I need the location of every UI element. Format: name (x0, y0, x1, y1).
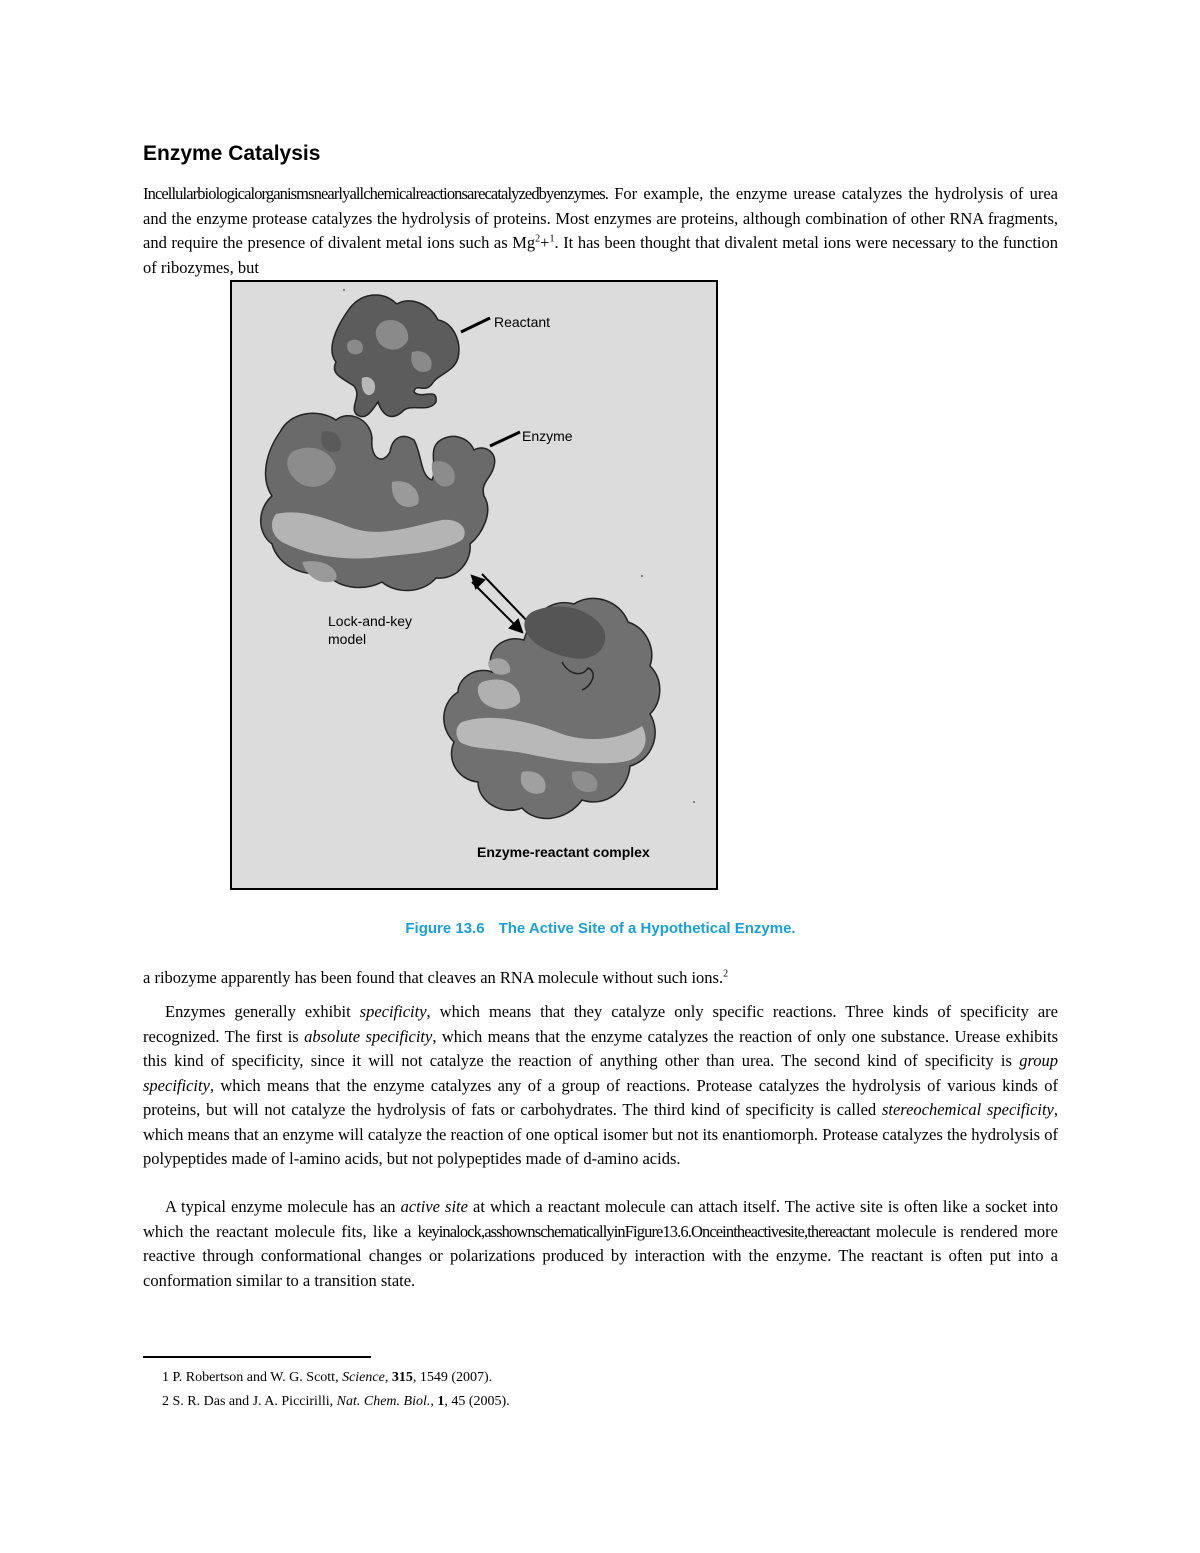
term-specificity: specificity (359, 1002, 427, 1021)
footnote-2-number: 2 (162, 1394, 169, 1409)
intro-text-a: For example, the enzyme urease catalyzes the hydrolysis of urea and the enzyme protease catalyzes the hydrolysis of proteins. Most enzymes are proteins, although combination of other RNA fragments, and require the presence of divalent metal ions such as Mg (143, 184, 1058, 252)
mg-charge-superscript: 2 (535, 233, 541, 245)
footnote-1-number: 1 (162, 1370, 169, 1385)
specificity-text-1: Enzymes generally exhibit (165, 1002, 360, 1021)
label-model-line2: model (328, 631, 367, 647)
footnote-2-authors: S. R. Das and J. A. Piccirilli, (172, 1394, 337, 1409)
active-site-text-3: molecule is rendered more reactive through conformational changes or polarizations produced by interaction with the enzyme. The reactant is often put into a conformation similar to a transition state. (143, 1221, 1058, 1290)
specificity-text-2: , which means that they catalyze only specific reactions. Three kinds of specificity are recognized. The first is (143, 1002, 1058, 1046)
footnote-divider (143, 1356, 371, 1358)
label-model-line1: Lock-and-key (328, 613, 413, 629)
section-title: Enzyme Catalysis (143, 142, 321, 165)
footnote-1 (162, 1370, 492, 1386)
footnote-2-rest: , 45 (2005). (444, 1394, 510, 1409)
caption-title: The Active Site of a Hypothetical Enzyme. (498, 920, 796, 937)
enzyme-illustration (232, 282, 716, 888)
figure-caption (143, 920, 1058, 937)
complex-molecule (444, 598, 660, 818)
footnote-ref-1[interactable]: 1 (549, 233, 555, 245)
term-group-specificity: group specificity (143, 1051, 1058, 1095)
footnote-2-separator: , (430, 1394, 438, 1409)
label-model (328, 612, 412, 648)
intro-text-b: + (540, 233, 550, 252)
footnote-2-volume: 1 (437, 1394, 445, 1409)
continuation-text: a ribozyme apparently has been found that cleaves an RNA molecule without such ions. (143, 968, 724, 987)
footnote-1-rest: , 1549 (2007). (412, 1370, 493, 1385)
equilibrium-arrows (472, 574, 530, 632)
intro-paragraph (143, 182, 1058, 280)
label-reactant: Reactant (494, 314, 551, 330)
active-site-text-2: at which a reactant molecule can attach itself. The active site is often like a socket into which the reactant molecule fits, like a (143, 1197, 1058, 1241)
specificity-text-3: , which means that the enzyme catalyzes the reaction of only one substance. Urease exhibits this kind of specificity, since it will not catalyze the reaction of anything other than urea. The second kind of specificity is (143, 1026, 1058, 1070)
intro-run-on-text: Incellularbiologicalorganismsnearlyallchemicalreactionsarecatalyzedbyenzymes. (143, 184, 609, 203)
speck-dot (693, 801, 695, 803)
term-stereochemical-specificity: stereochemical specificity (881, 1100, 1054, 1119)
footnote-1-journal: Science (342, 1370, 385, 1385)
figure-enzyme-diagram (230, 280, 718, 890)
footnote-1-volume: 315 (391, 1370, 413, 1385)
label-complex: Enzyme-reactant complex (477, 844, 650, 860)
label-enzyme: Enzyme (522, 428, 573, 444)
specificity-text-5: , which means that an enzyme will catalyze the reaction of one optical isomer but not its enantiomorph. Protease catalyzes the hydrolysis of polypeptides made of l-amino acids, but not polypeptides made of d-amino acids. (143, 1100, 1059, 1168)
caption-number: Figure 13.6 (405, 920, 485, 937)
active-site-run-on-text: keyinalock,asshownschematicallyinFigure13.6.Onceintheactivesite,thereactant (417, 1221, 870, 1241)
specificity-paragraph (143, 1000, 1058, 1172)
enzyme-molecule (261, 413, 495, 590)
active-site-paragraph (143, 1195, 1058, 1293)
reactant-molecule (332, 295, 459, 417)
footnote-ref-2[interactable]: 2 (723, 968, 729, 980)
enzyme-pointer-line (490, 432, 520, 446)
footnote-2-journal: Nat. Chem. Biol. (336, 1394, 431, 1409)
speck-dot (343, 289, 345, 291)
continuation-paragraph (143, 966, 1058, 991)
intro-text-c: . It has been thought that divalent metal ions were necessary to the function of ribozymes, but (143, 233, 1058, 277)
footnote-1-authors: P. Robertson and W. G. Scott, (172, 1370, 343, 1385)
specificity-text-4: , which means that the enzyme catalyzes any of a group of reactions. Protease catalyzes the hydrolysis of various kinds of proteins, but will not catalyze the hydrolysis of fats or carbohydrates. The third kind of specificity is called (143, 1075, 1058, 1119)
speck-dot (641, 575, 643, 577)
footnote-1-separator: , (384, 1370, 392, 1385)
term-active-site: active site (400, 1197, 468, 1216)
footnote-2 (162, 1394, 510, 1410)
term-absolute-specificity: absolute specificity (304, 1026, 433, 1046)
active-site-text-1: A typical enzyme molecule has an (165, 1197, 401, 1216)
reactant-pointer-line (461, 318, 490, 332)
